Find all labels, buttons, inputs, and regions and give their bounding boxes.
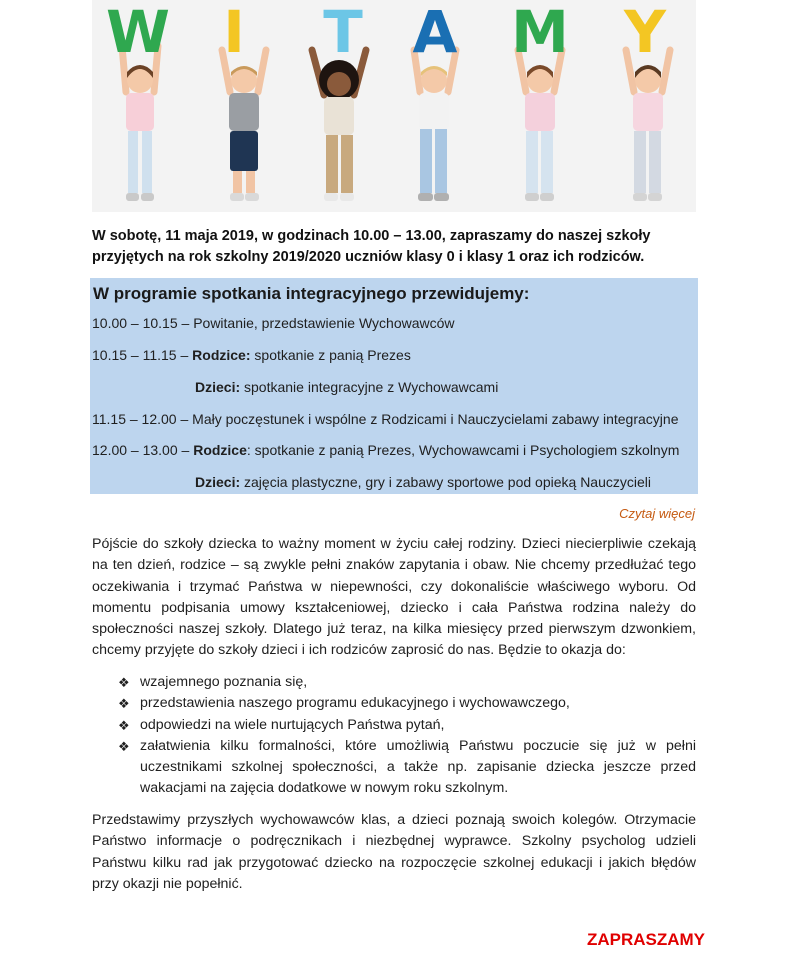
diamond-bullet-icon: ❖: [118, 675, 130, 690]
banner-letter: Y: [624, 0, 666, 66]
list-item-text: przedstawienia naszego programu edukacyjnego i wychowawczego,: [140, 695, 570, 712]
banner-letter: I: [223, 0, 245, 66]
program-row-label: Rodzice:: [192, 347, 251, 363]
program-row-text: 11.15 – 12.00 – Mały poczęstunek i wspólne z Rodzicami i Nauczycielami zabawy integracyjne: [92, 411, 679, 427]
diamond-bullet-icon: ❖: [118, 717, 130, 733]
program-row-text: zajęcia plastyczne, gry i zabawy sportowe pod opieką Nauczycieli: [240, 474, 651, 490]
program-row-text: spotkanie z panią Prezes: [250, 347, 411, 363]
program-row-text: : spotkanie z panią Prezes, Wychowawcami i Psychologiem szkolnym: [246, 442, 680, 458]
child-figure: [122, 46, 158, 201]
program-box: [90, 278, 698, 494]
program-row: [92, 347, 411, 363]
read-more-link[interactable]: Czytaj więcej: [619, 506, 695, 521]
witamy-banner-image: [92, 0, 696, 212]
child-figure: [312, 50, 366, 201]
child-figure: [222, 50, 266, 201]
program-row: [92, 411, 678, 427]
banner-letter: A: [412, 0, 458, 66]
banner-letter: W: [106, 0, 170, 66]
program-row-label: Dzieci:: [195, 379, 241, 395]
program-row-time: 12.00 – 13.00 –: [92, 442, 194, 458]
child-figure: [626, 50, 670, 201]
list-item: [118, 672, 696, 693]
program-title: W programie spotkania integracyjnego przewidujemy:: [93, 284, 530, 303]
body-paragraph: Przedstawimy przyszłych wychowawców klas, a dzieci poznają swoich kolegów. Otrzymacie Państwo informacje o podręcznikach i niezbędnej wyprawce. Szkolny psycholog udzieli Państwu kilku rad jak przygotować dziecko na rozpoczęcie szkolnej edukacji i jakich błędów przy okazji nie popełnić.: [92, 812, 696, 892]
body-paragraph: Pójście do szkoły dziecka to ważny moment w życiu całej rodziny. Dzieci niecierpliwie czekają na ten dzień, rodzice – są zwykle pełni znaków zapytania i obaw. Nie chcemy przedłużać tego oczekiwania i trzymać Państwa w niepewności, czy dokonaliście właściwego wyboru. Od momentu podpisania umowy kształceniowej, dziecko i cała Państwa rodzina należy do społeczności naszej szkoły. Dlatego już teraz, na kilka miesięcy przed pierwszym dzwonkiem, chcemy przyjęte do szkoły dzieci i ich rodziców zaprosić do nas. Będzie to okazja do:: [92, 536, 696, 659]
closing-invitation: ZAPRASZAMY: [586, 930, 705, 949]
list-item: [118, 693, 696, 714]
child-figure: [414, 50, 456, 201]
list-item-text: wzajemnego poznania się,: [140, 674, 308, 690]
program-row: [92, 315, 455, 331]
program-row-text: 10.00 – 10.15 – Powitanie, przedstawienie Wychowawców: [92, 315, 455, 331]
list-item-text: załatwienia kilku formalności, które umożliwią Państwu poczucie się już w pełni uczestnikami szkolnej społeczności, a także np. zapisanie dziecka jeszcze przed wakacjami na zajęcia dodatkowe w nowym roku szkolnym.: [140, 737, 696, 797]
diamond-bullet-icon: ❖: [118, 696, 130, 712]
list-item-text: odpowiedzi na wiele nurtujących Państwa pytań,: [140, 716, 445, 733]
list-item: [118, 736, 696, 800]
intro-text: W sobotę, 11 maja 2019, w godzinach 10.00 – 13.00, zapraszamy do naszej szkoły przyjętych na rok szkolny 2019/2020 uczniów klasy 0 i klasy 1 oraz ich rodziców.: [92, 228, 651, 265]
program-row: [195, 379, 498, 395]
diamond-bullet-icon: ❖: [118, 738, 130, 754]
occasion-list: [118, 672, 696, 800]
program-row-time: 10.15 – 11.15 –: [92, 347, 193, 363]
program-row: [195, 474, 651, 490]
program-row: [92, 442, 679, 458]
child-figure: [518, 50, 562, 201]
program-row-label: Rodzice: [193, 442, 247, 458]
children-holding-letters-illustration: [92, 0, 696, 212]
program-row-text: spotkanie integracyjne z Wychowawcami: [240, 379, 499, 395]
banner-letter: T: [323, 0, 363, 66]
list-item: [118, 715, 696, 736]
program-row-label: Dzieci:: [195, 474, 241, 490]
banner-letter: M: [511, 0, 569, 66]
